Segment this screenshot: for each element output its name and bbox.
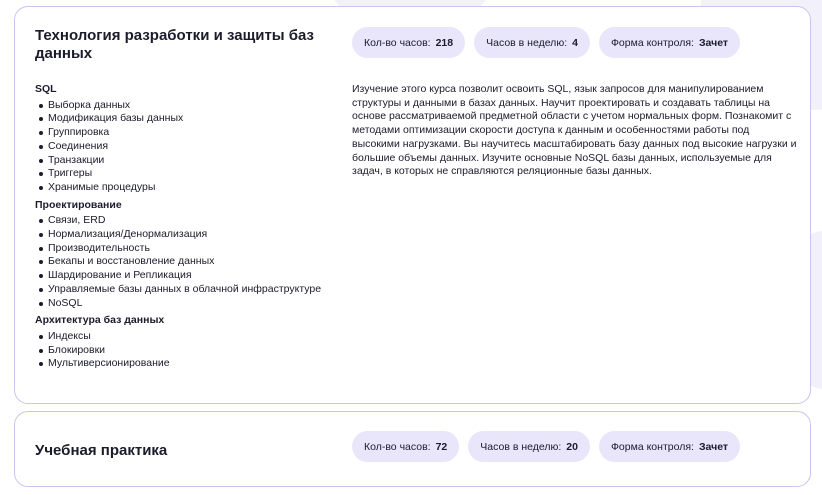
topic-item: Соединения bbox=[35, 140, 325, 154]
control-form-value: Зачет bbox=[698, 440, 729, 453]
topic-item: Индексы bbox=[35, 330, 325, 344]
hours-label: Кол-во часов: bbox=[364, 36, 431, 49]
topic-item: Группировка bbox=[35, 126, 325, 140]
topic-item: Мультиверсионирование bbox=[35, 357, 325, 371]
course-topics bbox=[35, 83, 325, 371]
weekly-hours-value: 4 bbox=[572, 36, 578, 49]
topic-list bbox=[35, 214, 325, 310]
hours-label: Кол-во часов: bbox=[364, 440, 431, 453]
weekly-hours-chip bbox=[474, 27, 590, 58]
control-form-chip bbox=[599, 431, 740, 462]
topic-item: Производительность bbox=[35, 242, 325, 256]
course-title: Технология разработки и защиты баз данных bbox=[35, 27, 315, 62]
practice-card bbox=[14, 411, 811, 487]
topic-item: Триггеры bbox=[35, 167, 325, 181]
topic-group-title: Архитектура баз данных bbox=[35, 314, 165, 327]
hours-chip bbox=[352, 431, 459, 462]
topic-item: Шардирование и Репликация bbox=[35, 269, 325, 283]
topic-list bbox=[35, 330, 325, 371]
topic-item: Транзакции bbox=[35, 154, 325, 168]
topic-item: Бекапы и восстановление данных bbox=[35, 255, 325, 269]
control-form-label: Форма контроля: bbox=[610, 440, 694, 453]
topic-group-title: SQL bbox=[35, 83, 57, 95]
control-form-chip bbox=[599, 27, 740, 58]
topic-item: Блокировки bbox=[35, 344, 325, 358]
topic-item: Нормализация/Денормализация bbox=[35, 228, 325, 242]
topic-item: Модификация базы данных bbox=[35, 112, 325, 126]
hours-value: 72 bbox=[435, 440, 448, 453]
topic-item: NoSQL bbox=[35, 297, 325, 311]
topic-item: Управляемые базы данных в облачной инфраструктуре bbox=[35, 283, 325, 297]
control-form-label: Форма контроля: bbox=[610, 36, 694, 49]
weekly-hours-label: Часов в неделю: bbox=[480, 440, 562, 453]
control-form-value: Зачет bbox=[698, 36, 729, 49]
hours-value: 218 bbox=[435, 36, 454, 49]
weekly-hours-chip bbox=[468, 431, 590, 462]
course-card bbox=[14, 6, 811, 404]
hours-chip bbox=[352, 27, 465, 58]
topic-item: Хранимые процедуры bbox=[35, 181, 325, 195]
course-stats bbox=[352, 27, 740, 58]
course-description: Изучение этого курса позволит освоить SQL, язык запросов для манипулированием структуры и данными в базах данных. Научит проектировать и создавать таблицы на основе рассматриваемой предметной области с учетом нормальных форм. Познакомит с методами оптимизации скорости доступа к данным и особенностями работы под высокими нагрузками. Вы научитесь масштабировать базу данных под высокие нагрузки и большие объемы данных. Изучите основные NoSQL базы данных, используемые для задач, в которых не справляются реляционные базы данных. bbox=[352, 83, 797, 178]
topic-group-title: Проектирование bbox=[35, 198, 122, 211]
weekly-hours-label: Часов в неделю: bbox=[486, 36, 568, 49]
practice-stats bbox=[352, 431, 740, 462]
topic-item: Выборка данных bbox=[35, 99, 325, 113]
topic-list bbox=[35, 99, 325, 195]
weekly-hours-value: 20 bbox=[566, 440, 578, 453]
practice-title: Учебная практика bbox=[35, 442, 168, 459]
topic-item: Связи, ERD bbox=[35, 214, 325, 228]
